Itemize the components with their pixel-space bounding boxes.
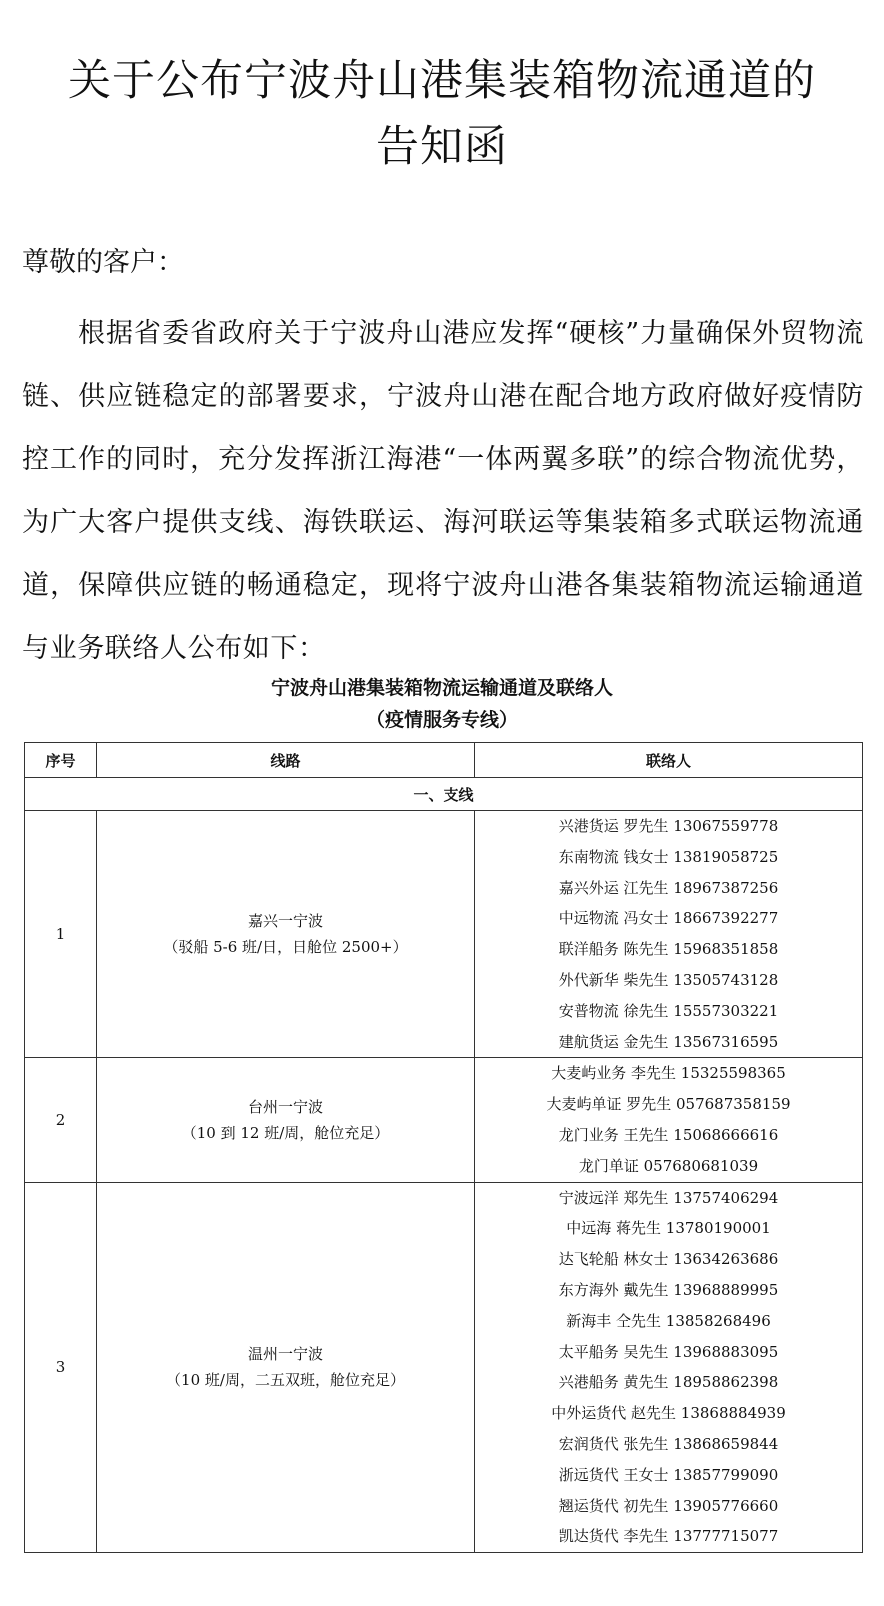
- route-note: （10 班/周，二五双班，舱位充足）: [166, 1371, 405, 1390]
- contact-line: 东方海外 戴先生 13968889995: [558, 1280, 779, 1299]
- header-contacts: 联络人: [475, 743, 863, 778]
- contact-line: 浙远货代 王女士 13857799090: [558, 1465, 779, 1484]
- contacts-cell: [475, 1182, 863, 1553]
- route-name: 台州一宁波: [247, 1097, 323, 1116]
- title-line-1: 关于公布宁波舟山港集装箱物流通道的: [68, 56, 816, 106]
- contact-line: 翘运货代 初先生 13905776660: [558, 1496, 779, 1515]
- header-route: 线路: [97, 743, 475, 778]
- salutation: 尊敬的客户：: [22, 247, 184, 278]
- body-paragraph: 根据省委省政府关于宁波舟山港应发挥“硬核”力量确保外贸物流链、供应链稳定的部署要求，宁波舟山港在配合地方政府做好疫情防控工作的同时，充分发挥浙江海港“一体两翼多联”的综合物流优势，为广大客户提供支线、海铁联运、海河联运等集装箱多式联运物流通道，保障供应链的畅通稳定，现将宁波舟山港各集装箱物流运输通道与业务联络人公布如下：: [22, 318, 864, 664]
- route-note: （驳船 5-6 班/日，日舱位 2500+）: [163, 938, 408, 957]
- contacts-cell: [475, 811, 863, 1058]
- contacts-cell: [475, 1058, 863, 1182]
- table-header-row: [25, 743, 863, 778]
- contact-line: 凯达货代 李先生 13777715077: [558, 1527, 779, 1546]
- contact-line: 嘉兴外运 江先生 18967387256: [558, 878, 779, 897]
- section-label: 一、支线: [25, 778, 863, 811]
- section-row: [25, 778, 863, 811]
- contact-line: 外代新华 柴先生 13505743128: [558, 970, 779, 989]
- row-number: 3: [25, 1182, 97, 1553]
- contact-line: 中远海 蒋先生 13780190001: [566, 1219, 771, 1238]
- route-cell: [97, 811, 475, 1058]
- contact-line: 联洋船务 陈先生 15968351858: [558, 940, 779, 959]
- row-number: 1: [25, 811, 97, 1058]
- contact-line: 龙门业务 王先生 15068666616: [558, 1125, 779, 1144]
- route-name: 温州一宁波: [247, 1345, 323, 1364]
- contact-line: 大麦屿单证 罗先生 057687358159: [546, 1095, 791, 1114]
- contact-line: 太平船务 吴先生 13968883095: [558, 1342, 779, 1361]
- contact-line: 达飞轮船 林女士 13634263686: [558, 1250, 779, 1269]
- contact-line: 东南物流 钱女士 13819058725: [558, 847, 779, 866]
- contact-line: 兴港货运 罗先生 13067559778: [558, 817, 779, 835]
- contact-line: 中远物流 冯女士 18667392277: [558, 909, 779, 928]
- contact-line: 建航货运 金先生 13567316595: [558, 1032, 779, 1051]
- contact-line: 中外运货代 赵先生 13868884939: [551, 1404, 786, 1423]
- table-row: [25, 811, 863, 1058]
- title-line-2: 告知函: [376, 122, 508, 172]
- table-row: [25, 1058, 863, 1182]
- table-title: 宁波舟山港集装箱物流运输通道及联络人: [270, 677, 613, 699]
- contact-line: 大麦屿业务 李先生 15325598365: [551, 1064, 786, 1083]
- contact-line: 兴港船务 黄先生 18958862398: [558, 1373, 779, 1392]
- table-row: [25, 1182, 863, 1553]
- contact-line: 龙门单证 057680681039: [578, 1156, 759, 1175]
- contact-line: 宏润货代 张先生 13868659844: [558, 1434, 779, 1453]
- table-subtitle: （疫情服务专线）: [365, 709, 518, 731]
- row-number: 2: [25, 1058, 97, 1182]
- contact-line: 安普物流 徐先生 15557303221: [558, 1001, 779, 1020]
- route-cell: [97, 1058, 475, 1182]
- route-cell: [97, 1182, 475, 1553]
- route-name: 嘉兴一宁波: [247, 912, 323, 931]
- header-number: 序号: [25, 743, 97, 778]
- document-title: [0, 48, 884, 180]
- routes-table: [24, 742, 863, 1553]
- contact-line: 新海丰 仝先生 13858268496: [566, 1311, 771, 1330]
- route-note: （10 到 12 班/周，舱位充足）: [181, 1123, 390, 1142]
- contact-line: 宁波远洋 郑先生 13757406294: [558, 1188, 779, 1207]
